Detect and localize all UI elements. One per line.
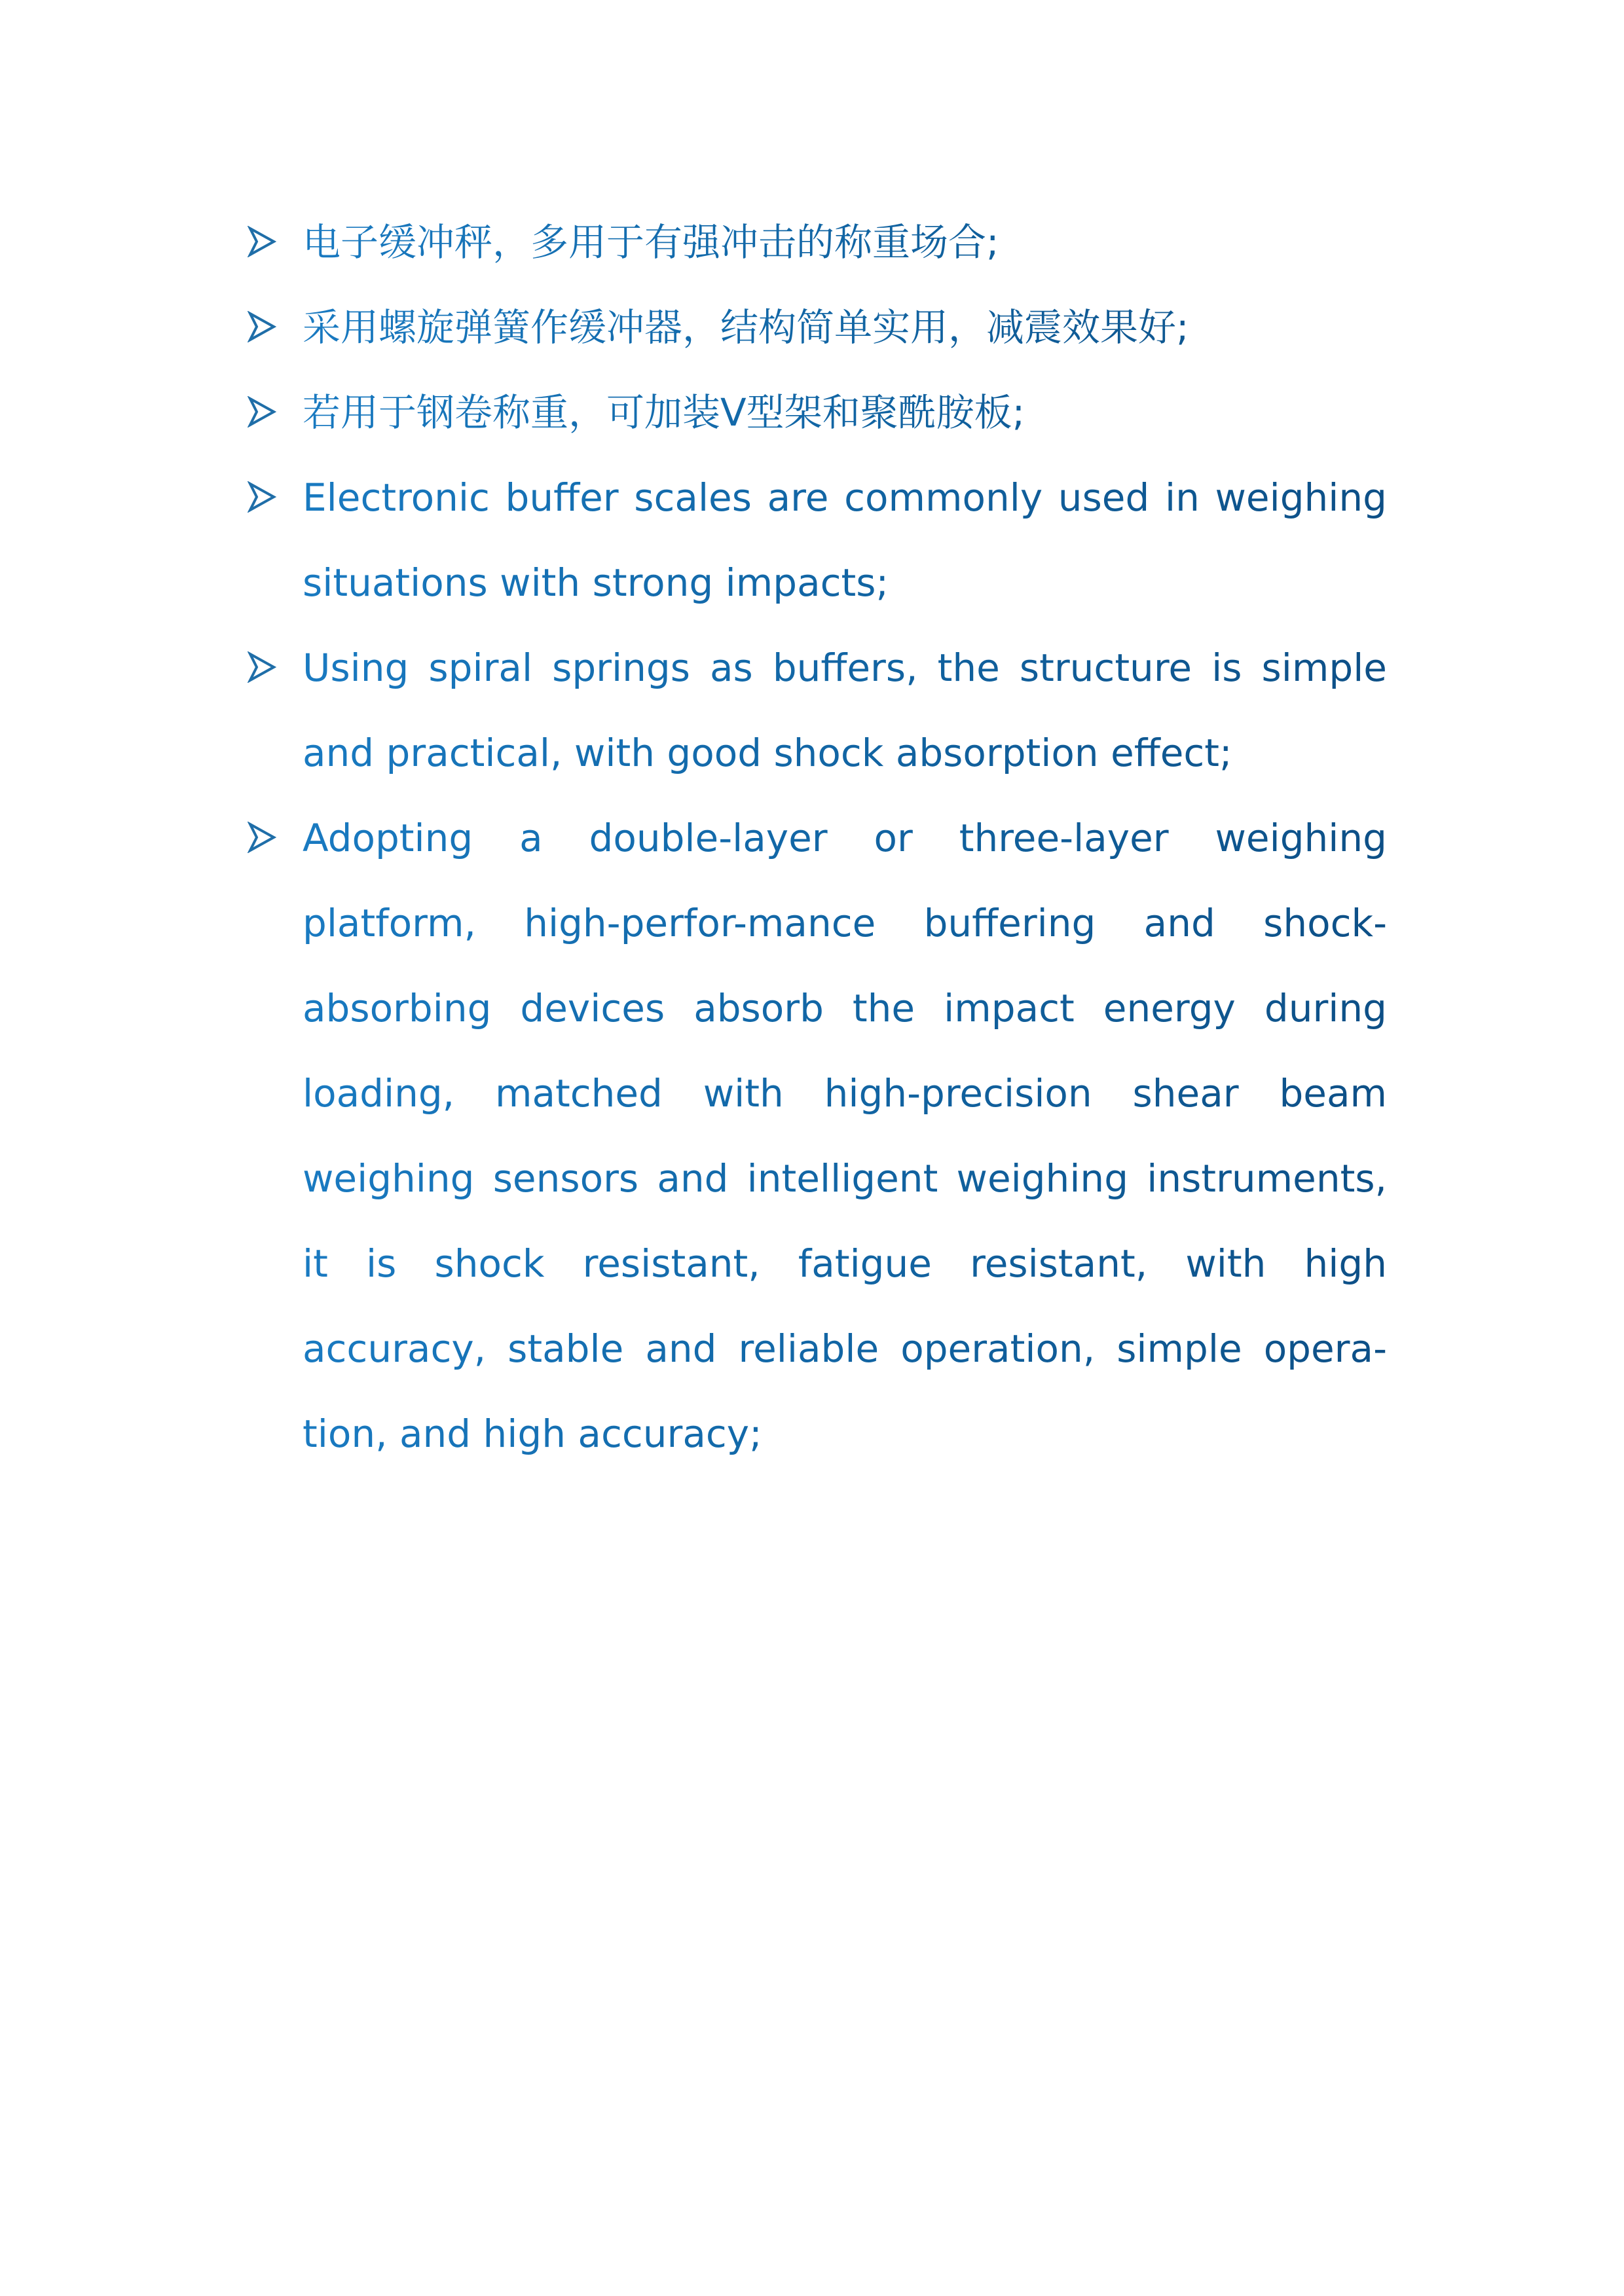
arrowhead-bullet-icon — [248, 226, 276, 257]
arrowhead-bullet-icon — [248, 651, 276, 683]
list-item-text: Using spiral springs as buffers, the structure is simple and practical, with good shock absorption effect; — [303, 646, 1387, 775]
list-item-text: Adopting a double-layer or three-layer weighing platform, high-perfor-mance buffering and shock-absorbing devices absorb the impact energy during loading, matched with high-precision shear beam weighing sensors and intelligent weighing instruments, it is shock resistant, fatigue resistant, with high accuracy, stable and reliable operation, simple opera-tion, and high accuracy; — [303, 816, 1387, 1456]
list-item — [248, 625, 1387, 795]
list-item-text: 若用于钢卷称重，可加装Ⅴ型架和聚酰胺板; — [303, 390, 1025, 435]
arrowhead-bullet-icon — [248, 311, 276, 342]
list-item-text: 电子缓冲秤，多用于有强冲击的称重场合; — [303, 220, 999, 264]
list-item — [248, 455, 1387, 625]
list-item — [248, 200, 1387, 285]
list-item-text: Electronic buffer scales are commonly used in weighing situations with strong impacts; — [303, 475, 1387, 605]
list-item — [248, 285, 1387, 370]
arrowhead-bullet-icon — [248, 396, 276, 428]
list-item-text: 采用螺旋弹簧作缓冲器，结构简单实用，减震效果好; — [303, 305, 1189, 350]
bullet-list — [248, 200, 1387, 1476]
arrowhead-bullet-icon — [248, 822, 276, 853]
list-item — [248, 370, 1387, 455]
arrowhead-bullet-icon — [248, 481, 276, 513]
list-item — [248, 795, 1387, 1476]
